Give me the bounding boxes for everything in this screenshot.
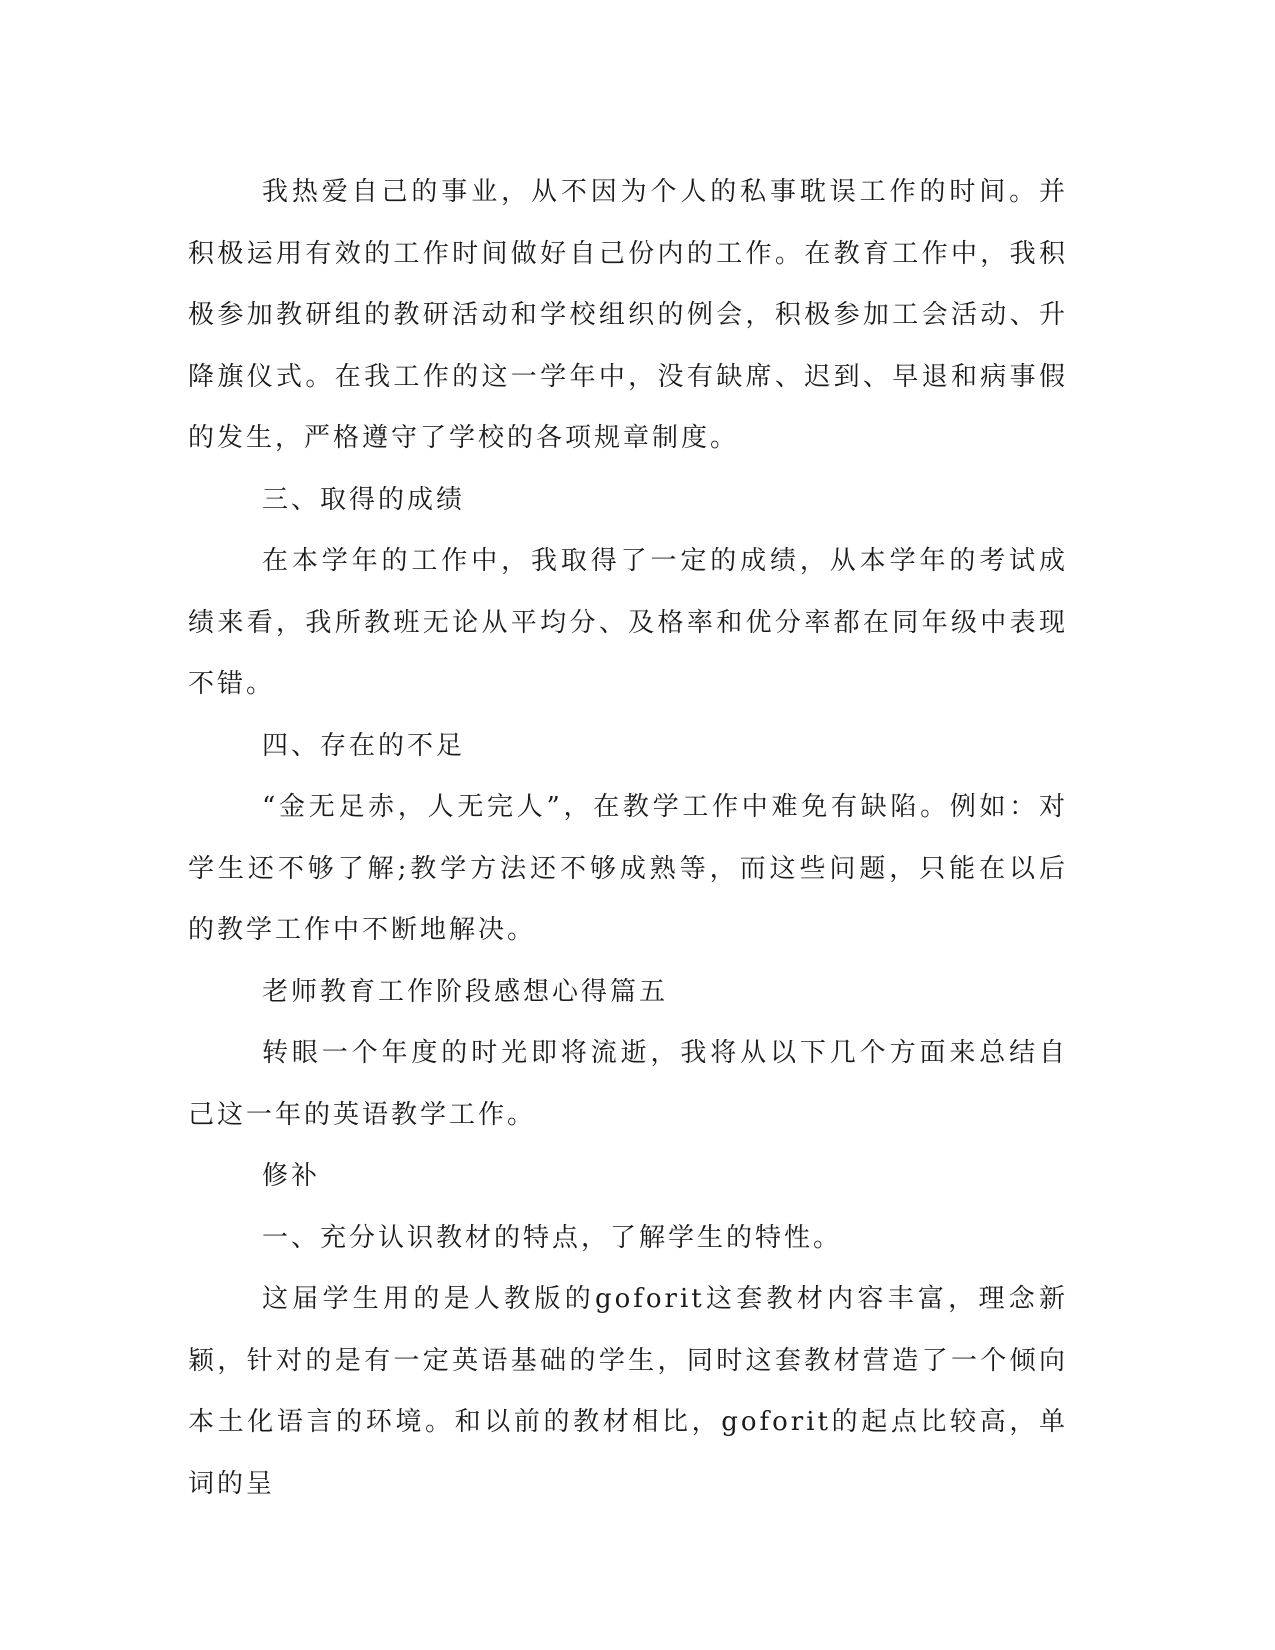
- paragraph-achievements: 在本学年的工作中，我取得了一定的成绩，从本学年的考试成绩来看，我所教班无论从平均分、及格率和优分率都在同年级中表现不错。: [188, 546, 1068, 699]
- article-title-part-five: 老师教育工作阶段感想心得篇五: [262, 976, 669, 1007]
- section-heading-textbook: 一、充分认识教材的特点，了解学生的特性。: [262, 1222, 843, 1253]
- paragraph-shortcomings: “金无足赤，人无完人”，在教学工作中难免有缺陷。例如：对学生还不够了解;教学方法还不够成熟等，而这些问题，只能在以后的教学工作中不断地解决。: [188, 792, 1068, 945]
- paragraph-intro: 转眼一个年度的时光即将流逝，我将从以下几个方面来总结自己这一年的英语教学工作。: [188, 1038, 1068, 1130]
- paragraph-textbook: 这届学生用的是人教版的goforit这套教材内容丰富，理念新颖，针对的是有一定英语基础的学生，同时这套教材营造了一个倾向本土化语言的环境。和以前的教材相比，goforit的起点比较高，单词的呈: [188, 1284, 1068, 1499]
- document-body: [188, 162, 1068, 1515]
- paragraph-attendance: 我热爱自己的事业，从不因为个人的私事耽误工作的时间。并积极运用有效的工作时间做好自己份内的工作。在教育工作中，我积极参加教研组的教研活动和学校组织的例会，积极参加工会活动、升降旗仪式。在我工作的这一学年中，没有缺席、迟到、早退和病事假的发生，严格遵守了学校的各项规章制度。: [188, 177, 1068, 453]
- section-label-revision: 修补: [262, 1161, 321, 1191]
- section-heading-shortcomings: 四、存在的不足: [262, 730, 466, 761]
- section-heading-achievements: 三、取得的成绩: [262, 484, 466, 515]
